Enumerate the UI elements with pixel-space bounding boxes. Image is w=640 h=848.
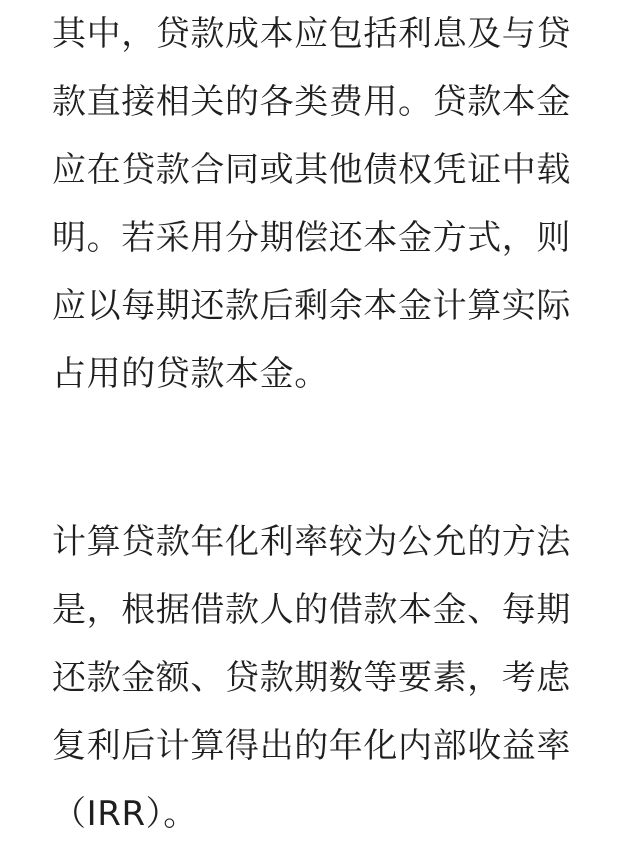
text-line: 明。若采用分期偿还本金方式，则: [52, 218, 571, 258]
text-line: 款直接相关的各类费用。贷款本金: [52, 82, 571, 122]
paragraph-loan-cost: [52, 0, 612, 408]
text-line: 应以每期还款后剩余本金计算实际: [52, 286, 571, 326]
text-line: 其中，贷款成本应包括利息及与贷: [52, 14, 571, 54]
text-line: 还款金额、贷款期数等要素，考虑: [52, 658, 571, 698]
text-line: 复利后计算得出的年化内部收益率: [52, 726, 571, 766]
text-line: 是，根据借款人的借款本金、每期: [52, 590, 571, 630]
article-body: [52, 0, 612, 848]
text-line: （IRR）。: [52, 794, 198, 834]
text-line: 应在贷款合同或其他债权凭证中载: [52, 150, 571, 190]
paragraph-gap: [52, 408, 612, 508]
text-line: 占用的贷款本金。: [52, 354, 329, 394]
paragraph-annualized-rate: [52, 508, 612, 848]
text-line: 计算贷款年化利率较为公允的方法: [52, 522, 571, 562]
